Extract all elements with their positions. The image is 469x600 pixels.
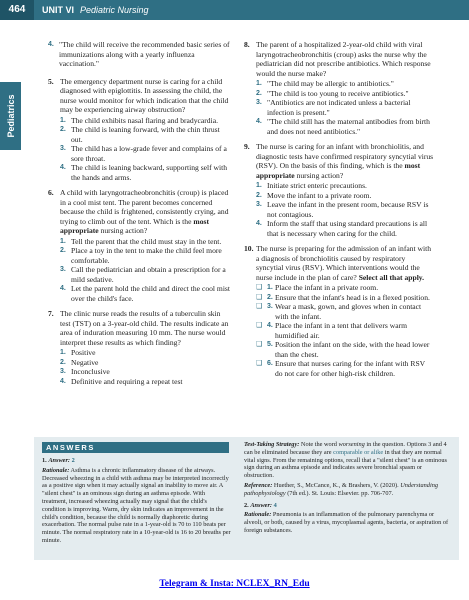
page-number: 464 [0,0,34,20]
option-1 [60,116,230,126]
option-list [256,283,434,378]
stem-text: The nurse is preparing for the admission of an infant with a diagnosis of bronchiolitis caused by respiratory syncytial virus (RSV). Which interventions would the nurse include in the plan of care? [256,244,432,282]
strategy-text-end: in that they are normal vital signs. From the remaining options, recall that a "silent chest" is an ominous sign during an asthma episode and indicates severe bronchial spasm or obstruction. [244,448,447,480]
right-column [244,40,434,384]
left-column [48,40,230,392]
option-3 [60,367,230,377]
question-stem [256,244,434,282]
question-number: 5. [48,76,54,86]
answers-right-column [244,441,452,537]
question-number: 7. [48,309,54,318]
option-text: "Antibiotics are not indicated unless a bacterial infection is present." [267,98,411,117]
option-text: Move the infant to a private room. [267,190,372,200]
option-text: Place a toy in the tent to make the child feel more comfortable. [71,246,222,265]
checkbox-icon[interactable]: ❑ [256,340,263,348]
question-stem: The parent of a hospitalized 2-year-old child with viral laryngotracheobronchitis (croup) asks the nurse why the pediatrician did not prescribe antibiotics. Which response would the nurse make? [256,40,431,78]
option-text: Ensure that nurses caring for the infant with RSV do not care for other high-risk children. [275,359,426,378]
option-list [60,348,230,386]
option-text: "The child may be allergic to antibiotics." [267,79,394,88]
option-3 [256,200,434,219]
answer-number: 1. [42,457,47,464]
stem-emphasis: most appropriate [256,161,421,180]
strategy-label: Test-Taking Strategy: [244,441,300,448]
answer-2-heading [244,502,452,510]
option-text: Position the infant on the side, with the head lower than the chest. [275,340,430,359]
option-4 [60,163,230,182]
option-1 [60,237,230,247]
option-text: "The child will receive the recommended basic series of immunizations along with a yearly influenza vaccination." [59,40,230,68]
checkbox-icon[interactable]: ❑ [256,302,263,310]
topic-label: Pediatric Nursing [80,5,149,15]
option-number: 1. [256,182,262,189]
option-number: 1. [256,80,262,87]
option-text: Initiate strict enteric precautions. [267,181,367,190]
checkbox-icon[interactable]: ❑ [256,283,263,291]
option-number: 1. [267,284,273,291]
option-number: 3. [60,368,66,375]
option-number: 2. [256,191,262,199]
checkbox-option-4[interactable] [256,321,434,340]
reference-label: Reference: [244,481,273,489]
option-text: Definitive and requiring a repeat test [71,376,183,386]
option-text: Positive [71,348,96,357]
option-4 [256,219,434,238]
option-number: 4. [60,285,66,292]
option-text: Negative [71,357,99,367]
checkbox-option-6[interactable] [256,359,434,378]
stem-text-end: nursing action? [294,170,344,180]
option-2 [60,246,230,265]
stem-emphasis: Select all that apply. [358,272,425,282]
question-number: 10. [244,244,254,253]
option-list [256,79,434,136]
rationale-label: Rationale: [244,511,272,519]
strategy-emphasis: worsening [338,441,365,448]
answers-left-column [42,457,231,547]
option-number: 4. [48,41,54,48]
question-7 [48,309,230,386]
option-text: Leave the infant in the present room, because RSV is not contagious. [267,200,429,219]
running-head [42,0,149,20]
option-text: Ensure that the infant's head is in a flexed position. [275,292,430,302]
question-10 [244,244,434,378]
option-2 [60,358,230,368]
answer-label: Answer: [250,501,273,509]
option-text: Call the pediatrician and obtain a prescription for a mild sedative. [71,265,226,284]
answers-heading: ANSWERS [42,442,229,453]
option-number: 2. [267,293,273,301]
strategy-highlight: comparable or alike [333,448,384,456]
option-number: 1. [60,349,66,356]
answer-value: 4 [273,501,277,509]
option-text: The child is leaning forward, with the chin thrust out. [71,125,220,144]
answer-1-rationale [42,467,231,545]
reference-text: Huether, S., McCance, K., & Brashers, V. (2020). [273,481,401,489]
question-number: 8. [244,40,250,49]
stem-text: The nurse is caring for an infant with bronchiolitis, and diagnostic tests have confirmed respiratory syncytial virus (RSV). On the basis of this finding, which is the [256,142,434,170]
option-number: 2. [60,247,66,254]
section-side-tab [0,82,21,150]
option-text: Place the infant in a private room. [275,283,379,292]
option-3 [256,98,434,117]
option-number: 3. [60,145,66,152]
question-stem: The emergency department nurse is caring for a child diagnosed with epiglottitis. In assessing the child, the nurse would monitor for which indication that the child may be experiencing airway obstruction? [60,76,229,114]
option-3 [60,265,230,284]
option-number: 4. [256,118,262,125]
option-number: 5. [267,341,273,348]
answer-value: 2 [71,457,75,464]
option-text: "The child is too young to receive antibiotics." [267,88,409,98]
question-stem [60,188,230,236]
option-text: The child is leaning backward, supporting self with the hands and arms. [71,163,228,182]
test-taking-strategy [244,441,452,480]
question-5 [48,77,230,183]
option-text: "The child still has the maternal antibodies from birth and does not need antibiotics." [267,117,430,136]
stem-text: A child with laryngotracheobronchitis (croup) is placed in a cool mist tent. The parent becomes concerned because the child is frightened, consistently crying, and trying to climb out of the tent. Which is the [60,188,229,226]
checkbox-icon[interactable]: ❑ [256,292,263,301]
option-number: 4. [60,377,66,385]
strategy-text: Note the word [300,441,339,448]
answer-1-heading [42,457,231,465]
rationale-text: Pneumonia is an inflammation of the pulmonary parenchyma or alveoli, or both, caused by a virus, mycoplasmal agents, bacteria, or aspiration of foreign substances. [244,511,449,534]
option-number: 4. [267,322,273,329]
question-number: 6. [48,188,54,197]
option-1 [256,79,434,89]
checkbox-option-1[interactable] [256,283,434,293]
checkbox-option-2[interactable] [256,293,434,303]
rationale-label: Rationale: [42,466,70,474]
option-number: 4. [256,220,262,227]
option-list [256,181,434,238]
option-text: The child has a low-grade fever and complains of a sore throat. [71,144,227,163]
option-2 [256,89,434,99]
stem-text-end: nursing action? [98,226,148,235]
question-6 [48,188,230,303]
rationale-text: Asthma is a chronic inflammatory disease of the airways. Decreased wheezing in a child with asthma may be interpreted incorrectly as a positive sign when it may actually signal an inability to move air. A "silent chest" is an ominous sign during an asthma episode. With treatment, increased wheezing actually may signal that the child's condition is improving. Warm, dry skin indicates an improvement in the child's condition, because the child is normally diaphoretic during exacerbation. The normal pulse rate in a 1-year-old is 70 to 110 beats per minute. The normal respiratory rate in a 10-year-old is 16 to 20 breaths per minute. [42,466,231,544]
question-8 [244,40,434,136]
question-number: 9. [244,142,250,151]
option-3 [60,144,230,163]
option-text: Tell the parent that the child must stay in the tent. [71,236,222,246]
answer-label: Answer: [48,457,71,464]
stem-emphasis: most appropriate [60,216,209,235]
option-1 [60,348,230,358]
footer-link[interactable]: Telegram & Insta: NCLEX_RN_Edu [159,579,310,589]
option-text: The child exhibits nasal flaring and bradycardia. [71,115,218,125]
question-stem: The clinic nurse reads the results of a tuberculin skin test (TST) on a 3-year-old child. The results indicate an area of induration measuring 10 mm. The nurse would interpret these results as which finding? [60,309,229,347]
checkbox-icon[interactable]: ❑ [256,359,263,367]
option-number: 2. [60,358,66,366]
reference-text-end: (7th ed.). St. Louis: Elsevier. pp. 706-707. [285,489,394,497]
answer-2-rationale [244,511,452,534]
option-number: 3. [60,266,66,273]
option-text: Place the infant in a tent that delivers warm humidified air. [275,321,408,340]
option-number: 3. [256,201,262,208]
answer-number: 2. [244,501,249,509]
option-1 [256,181,434,191]
reference-title: Understanding pathophysiology [244,481,439,497]
strategy-text-mid: in the question. Options 3 and 4 can be eliminated because they are [244,441,447,456]
option-number: 1. [60,237,66,245]
side-tab-label: Pediatrics [5,94,16,138]
option-2 [60,125,230,144]
option-number: 6. [267,360,273,367]
option-text: Let the parent hold the child and direct the cool mist over the child's face. [71,284,230,303]
option-text: Wear a mask, gown, and gloves when in contact with the infant. [275,302,422,321]
option-list [60,237,230,304]
option-number: 1. [60,116,66,124]
option-list [60,116,230,183]
q4-option-4 [48,40,230,69]
question-stem [256,142,434,180]
option-number: 2. [60,126,66,133]
option-4 [60,377,230,387]
option-2 [256,191,434,201]
option-text: Inconclusive [71,367,110,376]
checkbox-icon[interactable]: ❑ [256,321,263,329]
option-number: 2. [256,89,262,97]
checkbox-option-5[interactable] [256,340,434,359]
option-text: Inform the staff that using standard precautions is all that is necessary when caring for the child. [267,219,428,238]
option-number: 4. [60,164,66,171]
option-number: 3. [256,99,262,106]
option-4 [60,284,230,303]
option-4 [256,117,434,136]
reference [244,482,452,498]
option-number: 3. [267,303,273,310]
checkbox-option-3[interactable] [256,302,434,321]
question-9 [244,142,434,238]
unit-label: UNIT VI [42,5,75,15]
